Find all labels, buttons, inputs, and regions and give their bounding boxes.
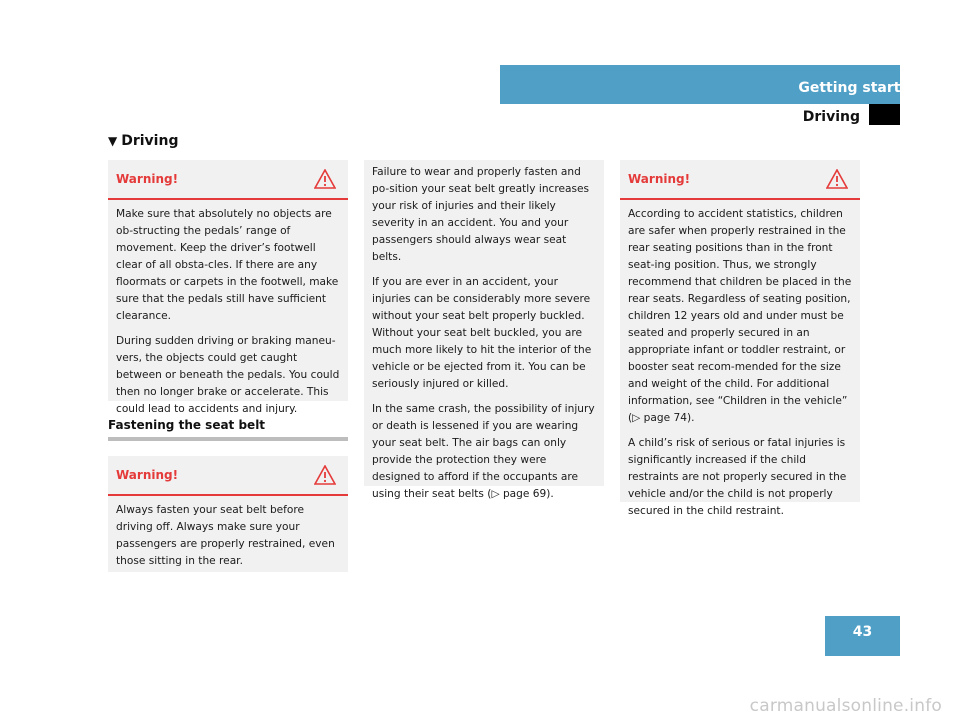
continuation-paragraph: In the same crash, the possibility of injury or death is lessened if you are wearing your seat belt. The air bags can only provide the protection they were designed to afford if the occupants are using their seat belts (▷ page 69). — [372, 403, 595, 500]
warning-body — [620, 200, 860, 536]
continuation-paragraph: If you are ever in an accident, your injuries can be considerably more severe without your seat belt properly buckled. Without your seat belt buckled, you are much more likely to hit the interior of the vehicle or be ejected from it. You can be seriously injured or killed. — [372, 276, 592, 390]
section-tab-marker — [869, 104, 900, 125]
warning-paragraph: During sudden driving or braking maneu-vers, the objects could get caught between or beneath the pedals. You could then no longer brake or accelerate. This could lead to accidents and injury. — [116, 335, 340, 415]
warning-triangle-icon — [314, 169, 336, 189]
warning-header — [108, 160, 348, 200]
continuation-paragraph: Failure to wear and properly fasten and po-sition your seat belt greatly increases your risk of injuries and their likely severity in an accident. You and your passengers should always wear seat belts. — [372, 166, 590, 263]
continuation-body — [364, 160, 604, 519]
section-title: Driving — [802, 109, 860, 125]
warning-box-pedals — [108, 160, 348, 415]
warning-box-seat-belt — [108, 456, 348, 572]
page-number-box — [825, 616, 900, 656]
warning-header — [108, 456, 348, 496]
warning-box-children — [620, 160, 860, 517]
chapter-title: Getting started — [798, 80, 920, 96]
warning-body — [108, 496, 348, 586]
warning-label: Warning! — [628, 172, 691, 186]
warning-triangle-icon — [826, 169, 848, 189]
warning-paragraph: Always fasten your seat belt before driving off. Always make sure your passengers are properly restrained, even those sitting in the rear. — [116, 504, 335, 567]
page-number: 43 — [852, 624, 873, 640]
warning-label: Warning! — [116, 172, 179, 186]
warning-triangle-icon — [314, 465, 336, 485]
footer-watermark: carmanualsonline.info — [749, 696, 942, 716]
warning-body — [108, 200, 348, 434]
warning-label: Warning! — [116, 468, 179, 482]
warning-paragraph: A child’s risk of serious or fatal injuries is significantly increased if the child restraints are not properly secured in the vehicle and/or the child is not properly secured in the child restraint. — [628, 437, 847, 517]
warning-paragraph: Make sure that absolutely no objects are ob-structing the pedals’ range of movement. Keep the driver’s footwell clear of all obsta-cles. If there are any floormats or carpets in the footwell, make sure that the pedals still have sufficient clearance. — [116, 208, 339, 322]
warning-paragraph: According to accident statistics, children are safer when properly restrained in the rear seating positions than in the front seat-ing position. Thus, we strongly recommend that children be placed in the rear seats. Regardless of seating position, children 12 years old and under must be seated and properly secured in an appropriate infant or toddler restraint, or booster seat recom-mended for the size and weight of the child. For additional information, see “Children in the vehicle” (▷ page 74). — [628, 208, 852, 424]
warning-header — [620, 160, 860, 200]
main-heading — [108, 133, 178, 149]
subheading-seat-belt: Fastening the seat belt — [108, 418, 348, 441]
warning-continuation-box — [364, 160, 604, 500]
main-heading-text: Driving — [121, 133, 179, 149]
triangle-down-icon: ▼ — [108, 134, 118, 148]
